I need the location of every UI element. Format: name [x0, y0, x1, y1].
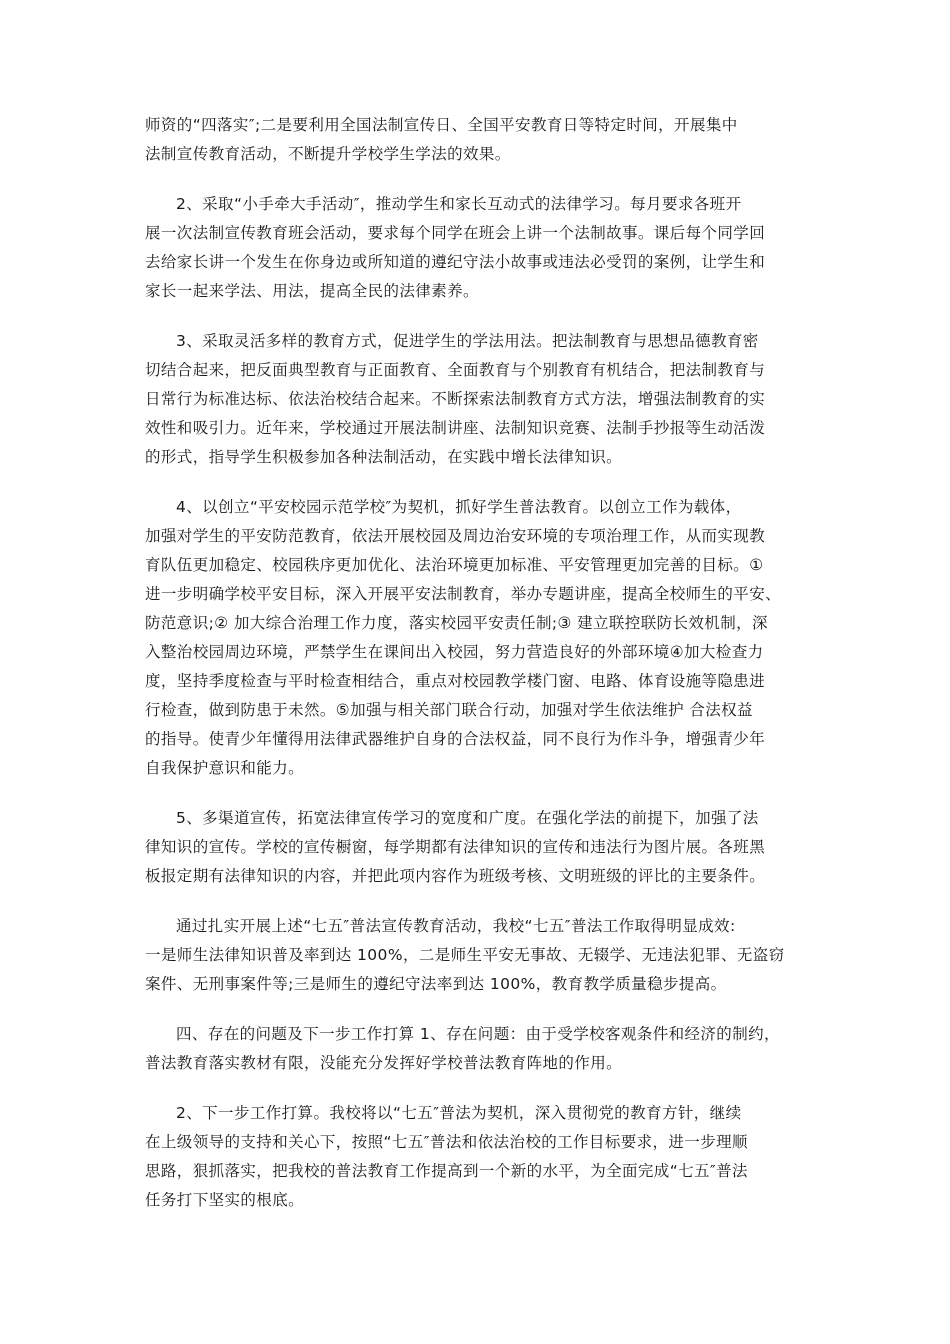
text-line: 一是师生法律知识普及率到达 100%，二是师生平安无事故、无辍学、无违法犯罪、无盗窃	[145, 946, 785, 964]
text-line: 通过扎实开展上述“七五″普法宣传教育活动，我校“七五″普法工作取得明显成效:	[176, 917, 736, 935]
text-line: 的形式，指导学生积极参加各种法制活动，在实践中增长法律知识。	[145, 448, 623, 466]
text-line: 3、采取灵活多样的教育方式，促进学生的学法用法。把法制教育与思想品德教育密	[176, 332, 759, 350]
text-line: 普法教育落实教材有限，没能充分发挥好学校普法教育阵地的作用。	[145, 1054, 623, 1072]
text-line: 入整治校园周边环境，严禁学生在课间出入校园，努力营造良好的外部环境④加大检查力	[145, 643, 764, 661]
paragraph-7	[145, 1020, 810, 1078]
text-line: 四、存在的问题及下一步工作打算 1、存在问题：由于受学校客观条件和经济的制约，	[176, 1025, 780, 1043]
text-line: 师资的“四落实″;二是要利用全国法制宣传日、全国平安教育日等特定时间，开展集中	[145, 116, 738, 134]
text-line: 律知识的宣传。学校的宣传橱窗，每学期都有法律知识的宣传和违法行为图片展。各班黑	[145, 838, 766, 856]
paragraph-5	[145, 804, 810, 891]
text-line: 在上级领导的支持和关心下，按照“七五″普法和依法治校的工作目标要求，进一步理顺	[145, 1133, 748, 1151]
text-line: 日常行为标准达标、依法治校结合起来。不断探索法制教育方式方法，增强法制教育的实	[145, 390, 766, 408]
text-line: 去给家长讲一个发生在你身边或所知道的遵纪守法小故事或违法必受罚的案例，让学生和	[145, 253, 766, 271]
text-line: 4、以创立“平安校园示范学校″为契机，抓好学生普法教育。以创立工作为载体，	[176, 498, 742, 516]
text-line: 行检查，做到防患于未然。⑤加强与相关部门联合行动，加强对学生依法维护 合法权益	[145, 701, 753, 719]
text-line: 育队伍更加稳定、校园秩序更加优化、法治环境更加标准、平安管理更加完善的目标。①	[145, 556, 764, 574]
text-line: 思路，狠抓落实，把我校的普法教育工作提高到一个新的水平，为全面完成“七五″普法	[145, 1162, 748, 1180]
paragraph-4	[145, 493, 810, 783]
text-line: 案件、无刑事案件等;三是师生的遵纪守法率到达 100%，教育教学质量稳步提高。	[145, 975, 727, 993]
text-line: 防范意识;② 加大综合治理工作力度，落实校园平安责任制;③ 建立联控联防长效机制，深	[145, 614, 768, 632]
text-line: 效性和吸引力。近年来，学校通过开展法制讲座、法制知识竞赛、法制手抄报等生动活泼	[145, 419, 766, 437]
text-line: 度，坚持季度检查与平时检查相结合，重点对校园教学楼门窗、电路、体育设施等隐患进	[145, 672, 766, 690]
text-line: 自我保护意识和能力。	[145, 759, 305, 777]
text-line: 2、采取“小手牵大手活动″，推动学生和家长互动式的法律学习。每月要求各班开	[176, 195, 742, 213]
text-line: 法制宣传教育活动，不断提升学校学生学法的效果。	[145, 145, 511, 163]
text-line: 任务打下坚实的根底。	[145, 1191, 305, 1209]
text-line: 2、下一步工作打算。我校将以“七五″普法为契机，深入贯彻党的教育方针，继续	[176, 1104, 742, 1122]
paragraph-3	[145, 327, 810, 472]
text-line: 展一次法制宣传教育班会活动，要求每个同学在班会上讲一个法制故事。课后每个同学回	[145, 224, 766, 242]
text-line: 5、多渠道宣传，拓宽法律宣传学习的宽度和广度。在强化学法的前提下，加强了法	[176, 809, 759, 827]
paragraph-1	[145, 111, 810, 169]
text-line: 家长一起来学法、用法，提高全民的法律素养。	[145, 282, 479, 300]
text-line: 板报定期有法律知识的内容，并把此项内容作为班级考核、文明班级的评比的主要条件。	[145, 867, 766, 885]
paragraph-6	[145, 912, 810, 999]
text-line: 加强对学生的平安防范教育，依法开展校园及周边治安环境的专项治理工作，从而实现教	[145, 527, 766, 545]
paragraph-8	[145, 1099, 810, 1215]
paragraph-2	[145, 190, 810, 306]
text-line: 的指导。使青少年懂得用法律武器维护自身的合法权益，同不良行为作斗争，增强青少年	[145, 730, 766, 748]
document-body	[145, 111, 810, 1236]
text-line: 切结合起来，把反面典型教育与正面教育、全面教育与个别教育有机结合，把法制教育与	[145, 361, 766, 379]
text-line: 进一步明确学校平安目标，深入开展平安法制教育，举办专题讲座，提高全校师生的平安、	[145, 585, 782, 603]
